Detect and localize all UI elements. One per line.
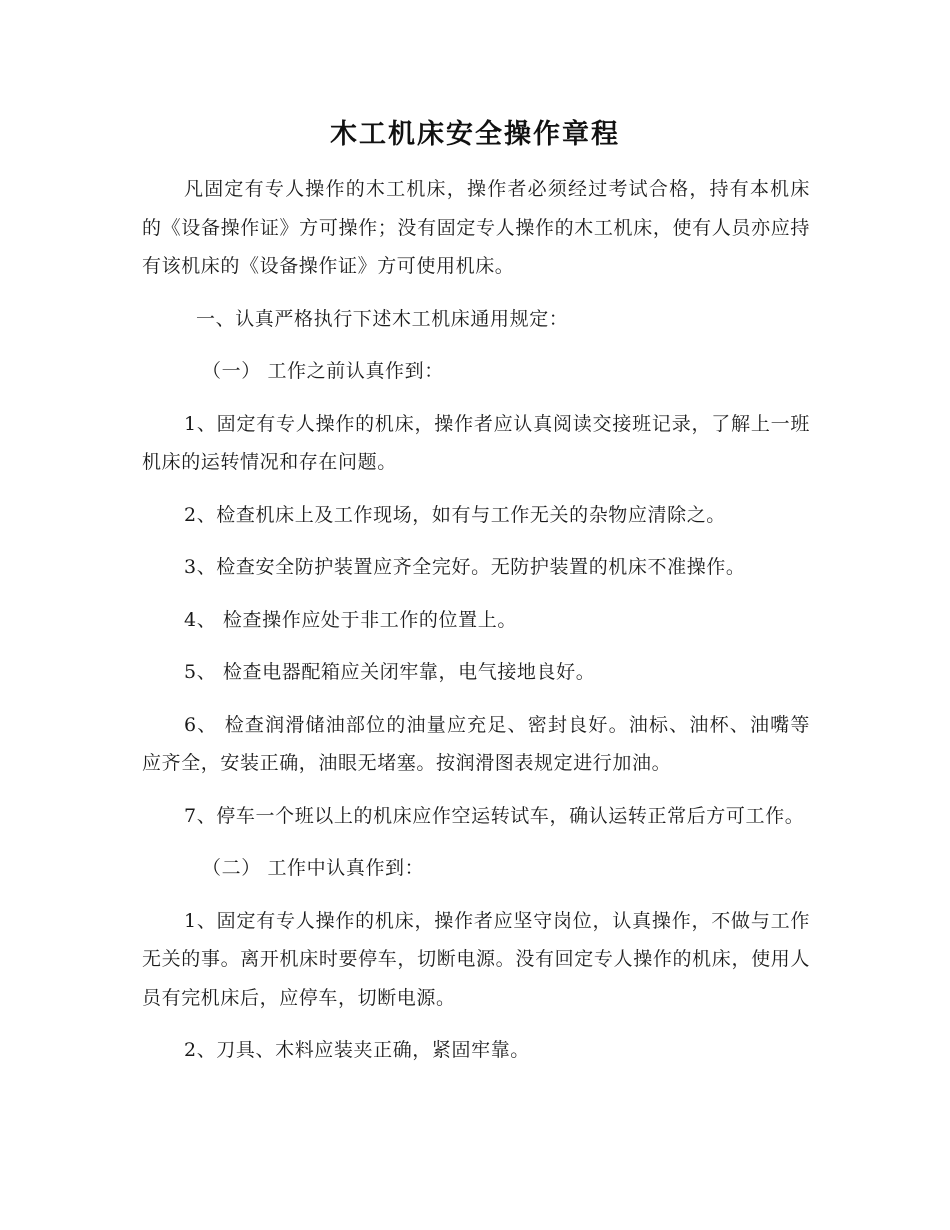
document-title: 木工机床安全操作章程 [330, 119, 620, 150]
list-item: 2、刀具、木料应装夹正确，紧固牢靠。 [184, 1039, 530, 1061]
subsection-heading-before-work: （一） 工作之前认真作到： [202, 360, 444, 382]
list-item: 4、 检查操作应处于非工作的位置上。 [184, 608, 517, 631]
list-item: 1、固定有专人操作的机床，操作者应坚守岗位，认真操作，不做与工作无关的事。离开机床时要停车，切断电源。没有回定专人操作的机床，使用人员有完机床后，应停车，切断电源。 [142, 909, 810, 1009]
list-item: 7、停车一个班以上的机床应作空运转试车，确认运转正常后方可工作。 [184, 804, 805, 827]
list-item: 2、检查机床上及工作现场，如有与工作无关的杂物应清除之。 [184, 503, 726, 526]
list-item: 5、 检查电器配箱应关闭牢靠，电气接地良好。 [184, 661, 596, 683]
list-item: 1、固定有专人操作的机床，操作者应认真阅读交接班记录，了解上一班机床的运转情况和存在问题。 [142, 412, 810, 473]
subsection-heading-during-work: （二） 工作中认真作到： [202, 857, 425, 879]
list-item: 3、检查安全防护装置应齐全完好。无防护装置的机床不准操作。 [184, 556, 746, 578]
list-item: 6、 检查润滑储油部位的油量应充足、密封良好。油标、油杯、油嘴等应齐全，安装正确，油眼无堵塞。按润滑图表规定进行加油。 [142, 713, 810, 774]
document-body [142, 170, 810, 1084]
intro-paragraph: 凡固定有专人操作的木工机床，操作者必须经过考试合格，持有本机床的《设备操作证》方可操作；没有固定专人操作的木工机床，使有人员亦应持有该机床的《设备操作证》方可使用机床。 [142, 178, 810, 277]
section-heading-1: 一、认真严格执行下述木工机床通用规定： [196, 307, 569, 330]
